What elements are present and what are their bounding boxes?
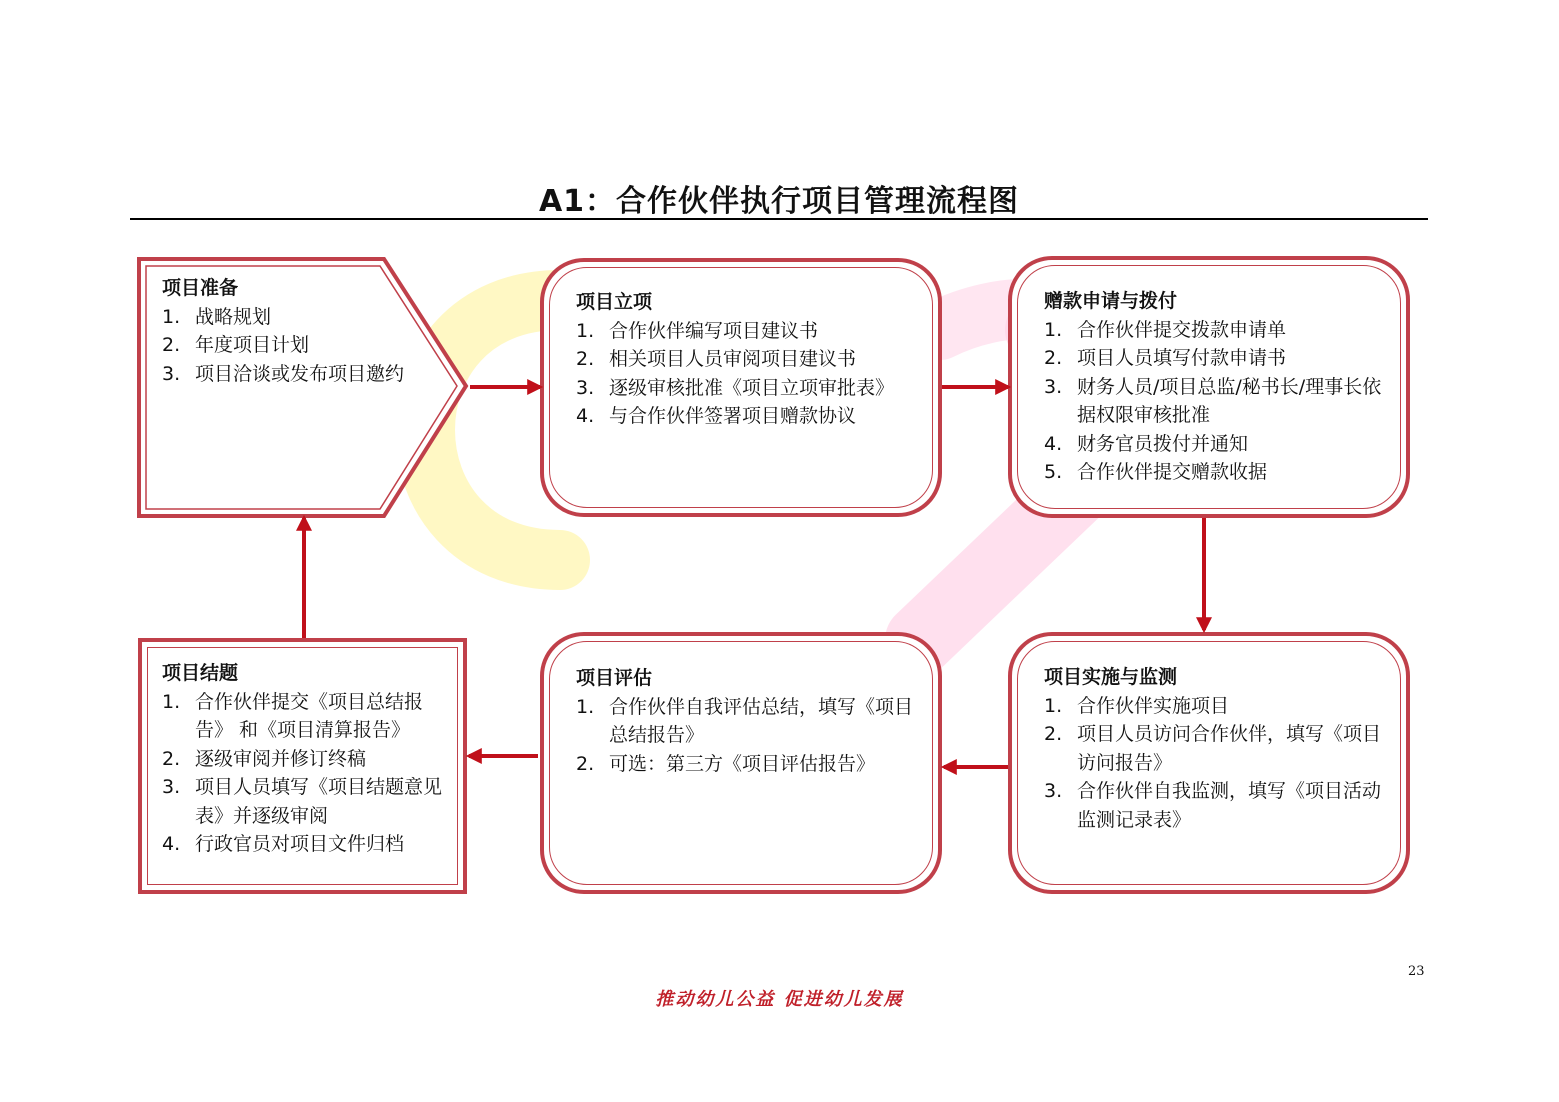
- list-item: 3. 逐级审核批准《项目立项审批表》: [576, 376, 895, 399]
- list-item: 5. 合作伙伴提交赠款收据: [1044, 461, 1268, 483]
- grant-heading: 赠款申请与拨付: [1044, 290, 1178, 312]
- list-item: 1. 合作伙伴自我评估总结，填写《项目总结报告》: [576, 695, 914, 746]
- list-item: 1. 合作伙伴提交《项目总结报告》 和《项目清算报告》: [162, 690, 424, 741]
- approval-heading: 项目立项: [576, 291, 653, 313]
- list-item: 4. 行政官员对项目文件归档: [162, 833, 405, 855]
- list-item: 2. 相关项目人员审阅项目建议书: [576, 348, 857, 370]
- implement-heading: 项目实施与监测: [1044, 666, 1178, 688]
- footer-slogan: 推动幼儿公益 促进幼儿发展: [655, 989, 904, 1010]
- list-item: 2. 逐级审阅并修订终稿: [162, 747, 367, 770]
- list-item: 1. 合作伙伴提交拨款申请单: [1044, 318, 1287, 341]
- list-item: 4. 财务官员拨付并通知: [1044, 432, 1249, 455]
- page-number: 23: [1408, 964, 1425, 979]
- list-item: 3. 项目人员填写《项目结题意见表》并逐级审阅: [162, 776, 443, 827]
- list-item: 2. 项目人员访问合作伙伴，填写《项目访问报告》: [1044, 723, 1382, 774]
- list-item: 1. 战略规划: [162, 305, 272, 328]
- prep-heading: 项目准备: [162, 277, 239, 299]
- close-heading: 项目结题: [162, 662, 239, 684]
- list-item: 2. 项目人员填写付款申请书: [1044, 347, 1287, 369]
- list-item: 2. 年度项目计划: [162, 334, 310, 356]
- list-item: 3. 财务人员/项目总监/秘书长/理事长依据权限审核批准: [1044, 375, 1382, 426]
- page-title: A1：合作伙伴执行项目管理流程图: [538, 184, 1020, 219]
- list-item: 2. 可选：第三方《项目评估报告》: [576, 752, 876, 775]
- list-item: 3. 合作伙伴自我监测，填写《项目活动监测记录表》: [1044, 780, 1382, 831]
- list-item: 1. 合作伙伴实施项目: [1044, 694, 1230, 717]
- list-item: 4. 与合作伙伴签署项目赠款协议: [576, 405, 857, 427]
- evaluate-heading: 项目评估: [576, 667, 653, 689]
- list-item: 3. 项目洽谈或发布项目邀约: [162, 362, 405, 385]
- list-item: 1. 合作伙伴编写项目建议书: [576, 319, 819, 342]
